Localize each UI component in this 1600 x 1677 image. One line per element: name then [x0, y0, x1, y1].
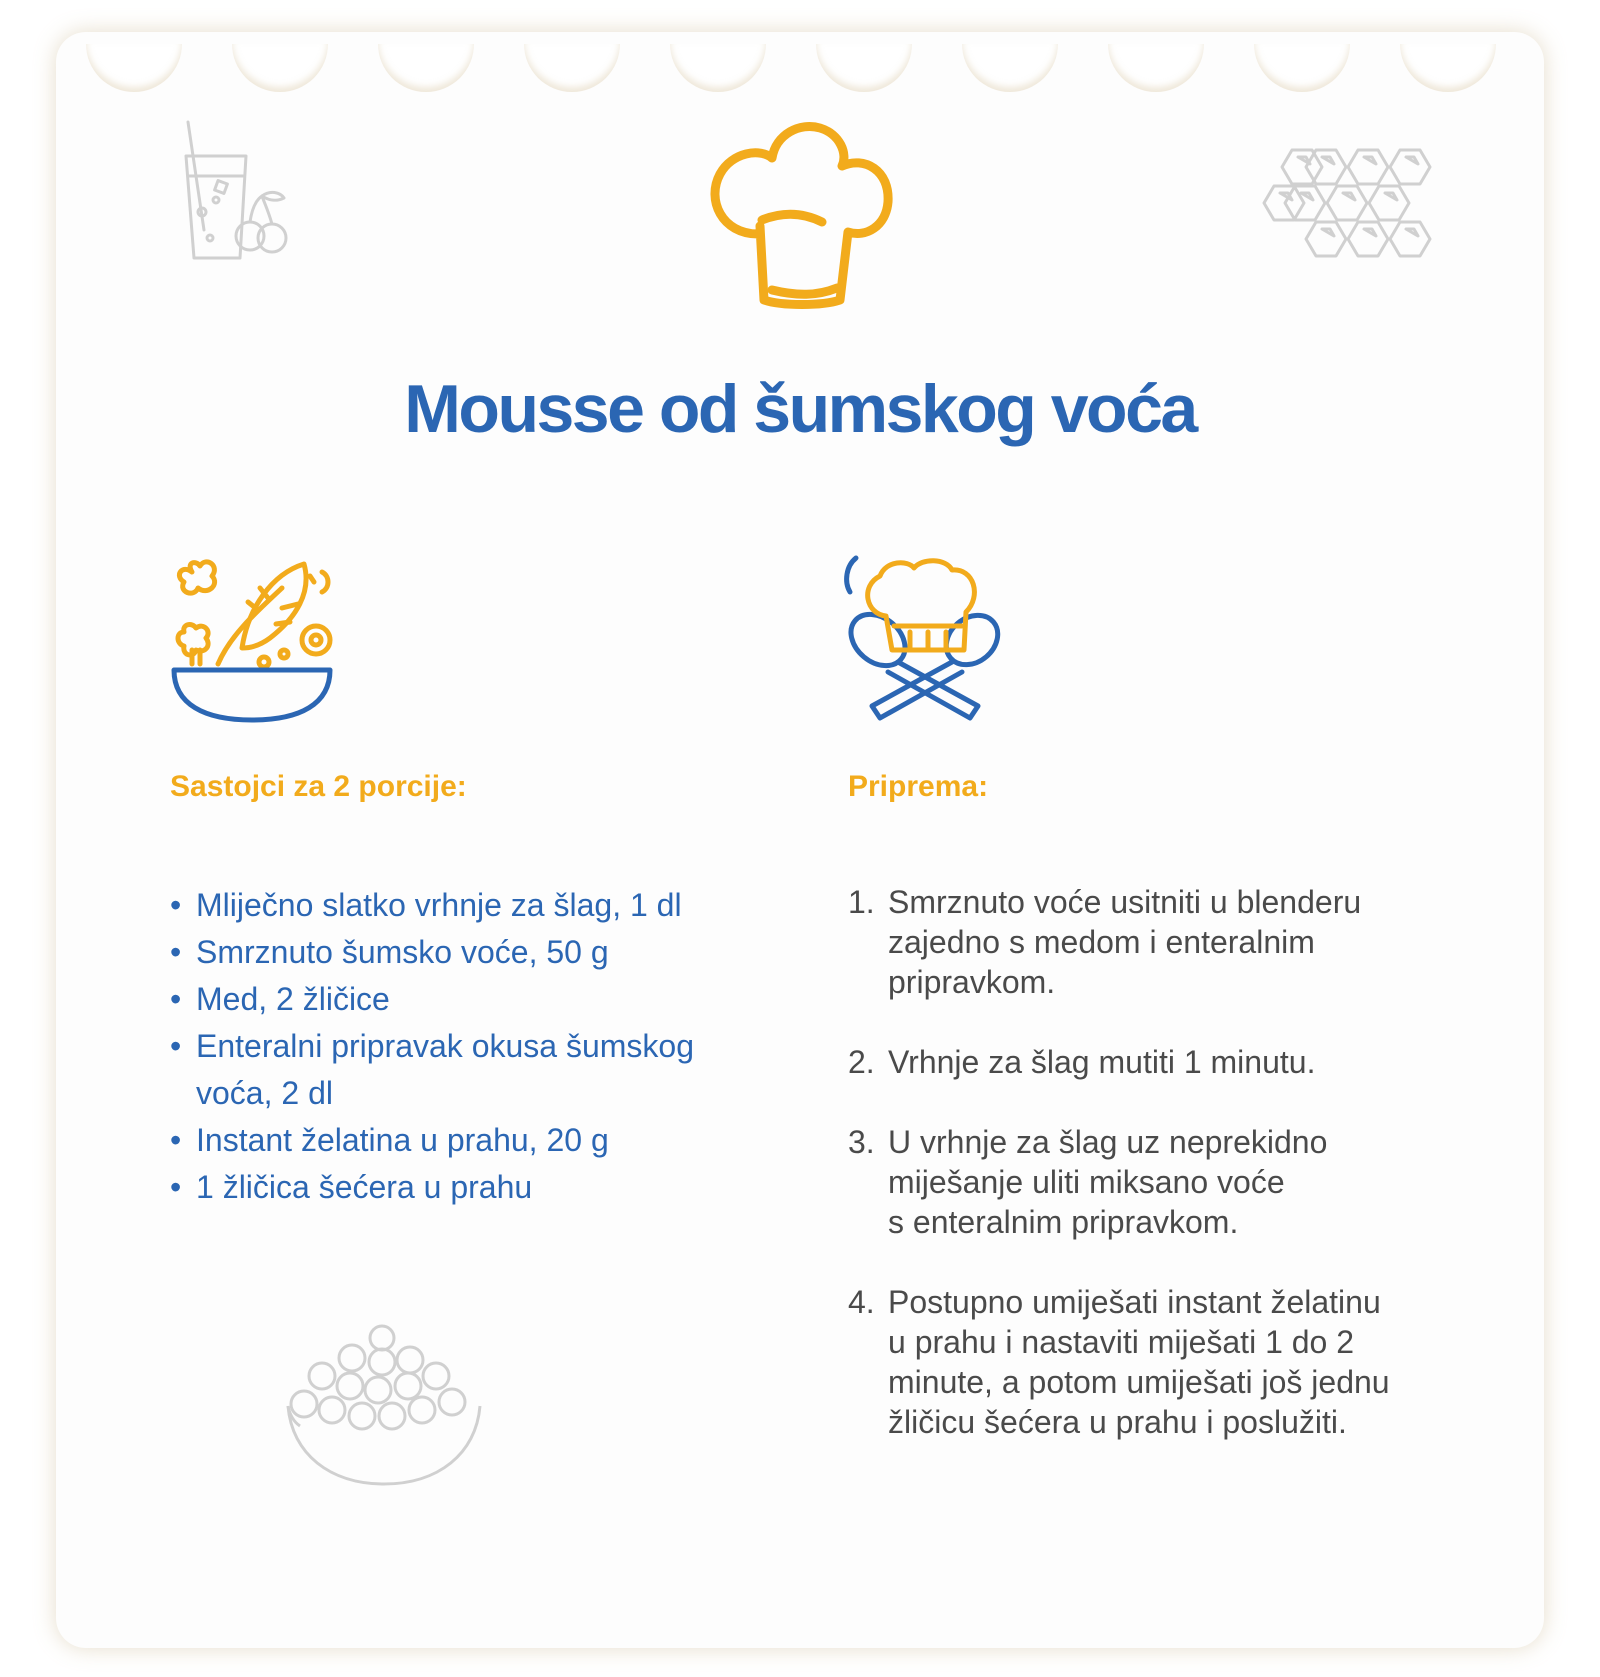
- ingredient-item: • 1 žličica šećera u prahu: [170, 1164, 770, 1211]
- card-scallop: [962, 44, 1058, 92]
- ingredient-item: • Instant želatina u prahu, 20 g: [170, 1117, 770, 1164]
- ingredients-heading: Sastojci za 2 porcije:: [170, 770, 467, 803]
- card-scallop: [670, 44, 766, 92]
- card-scallop: [524, 44, 620, 92]
- step-number: 3.: [848, 1124, 875, 1160]
- preparation-step: [848, 1042, 1488, 1082]
- card-scallop: [86, 44, 182, 92]
- step-text: Postupno umiješati instant želatinu u prahu i nastaviti miješati 1 do 2 minute, a potom umiješati još jednu žličicu šećera u prahu i poslužiti.: [888, 1284, 1390, 1440]
- card-scallop: [378, 44, 474, 92]
- card-scallop: [1400, 44, 1496, 92]
- step-text: U vrhnje za šlag uz neprekidno miješanje uliti miksano voće s enteralnim pripravkom.: [888, 1124, 1328, 1240]
- step-number: 1.: [848, 884, 875, 920]
- card-scallop: [1254, 44, 1350, 92]
- preparation-step: [848, 882, 1488, 1002]
- preparation-step: [848, 1282, 1488, 1442]
- ingredient-item: • Enteralni pripravak okusa šumskog voća, 2 dl: [170, 1023, 770, 1117]
- ingredients-list: [170, 882, 770, 1211]
- step-text: Vrhnje za šlag mutiti 1 minutu.: [888, 1044, 1316, 1080]
- card-scallop: [1108, 44, 1204, 92]
- ingredient-item: • Smrznuto šumsko voće, 50 g: [170, 929, 770, 976]
- salad-bowl-icon: [172, 552, 332, 722]
- chef-hat-crossed-spoons-icon: [842, 556, 1012, 726]
- step-text: Smrznuto voće usitniti u blenderu zajedno s medom i enteralnim pripravkom.: [888, 884, 1362, 1000]
- step-number: 2.: [848, 1044, 875, 1080]
- ingredient-item: • Mliječno slatko vrhnje za šlag, 1 dl: [170, 882, 770, 929]
- preparation-heading: Priprema:: [848, 770, 989, 803]
- step-number: 4.: [848, 1284, 875, 1320]
- honeycomb-icon: [1282, 150, 1442, 270]
- preparation-step: [848, 1122, 1488, 1242]
- fruit-drink-icon: [180, 120, 295, 265]
- card-scallop: [816, 44, 912, 92]
- recipe-title: Mousse od šumskog voća: [404, 371, 1196, 447]
- preparation-steps: [848, 882, 1488, 1482]
- berry-bowl-icon: [286, 1324, 486, 1494]
- card-scallop: [232, 44, 328, 92]
- ingredient-item: • Med, 2 žličice: [170, 976, 770, 1023]
- chef-hat-icon: [702, 122, 902, 322]
